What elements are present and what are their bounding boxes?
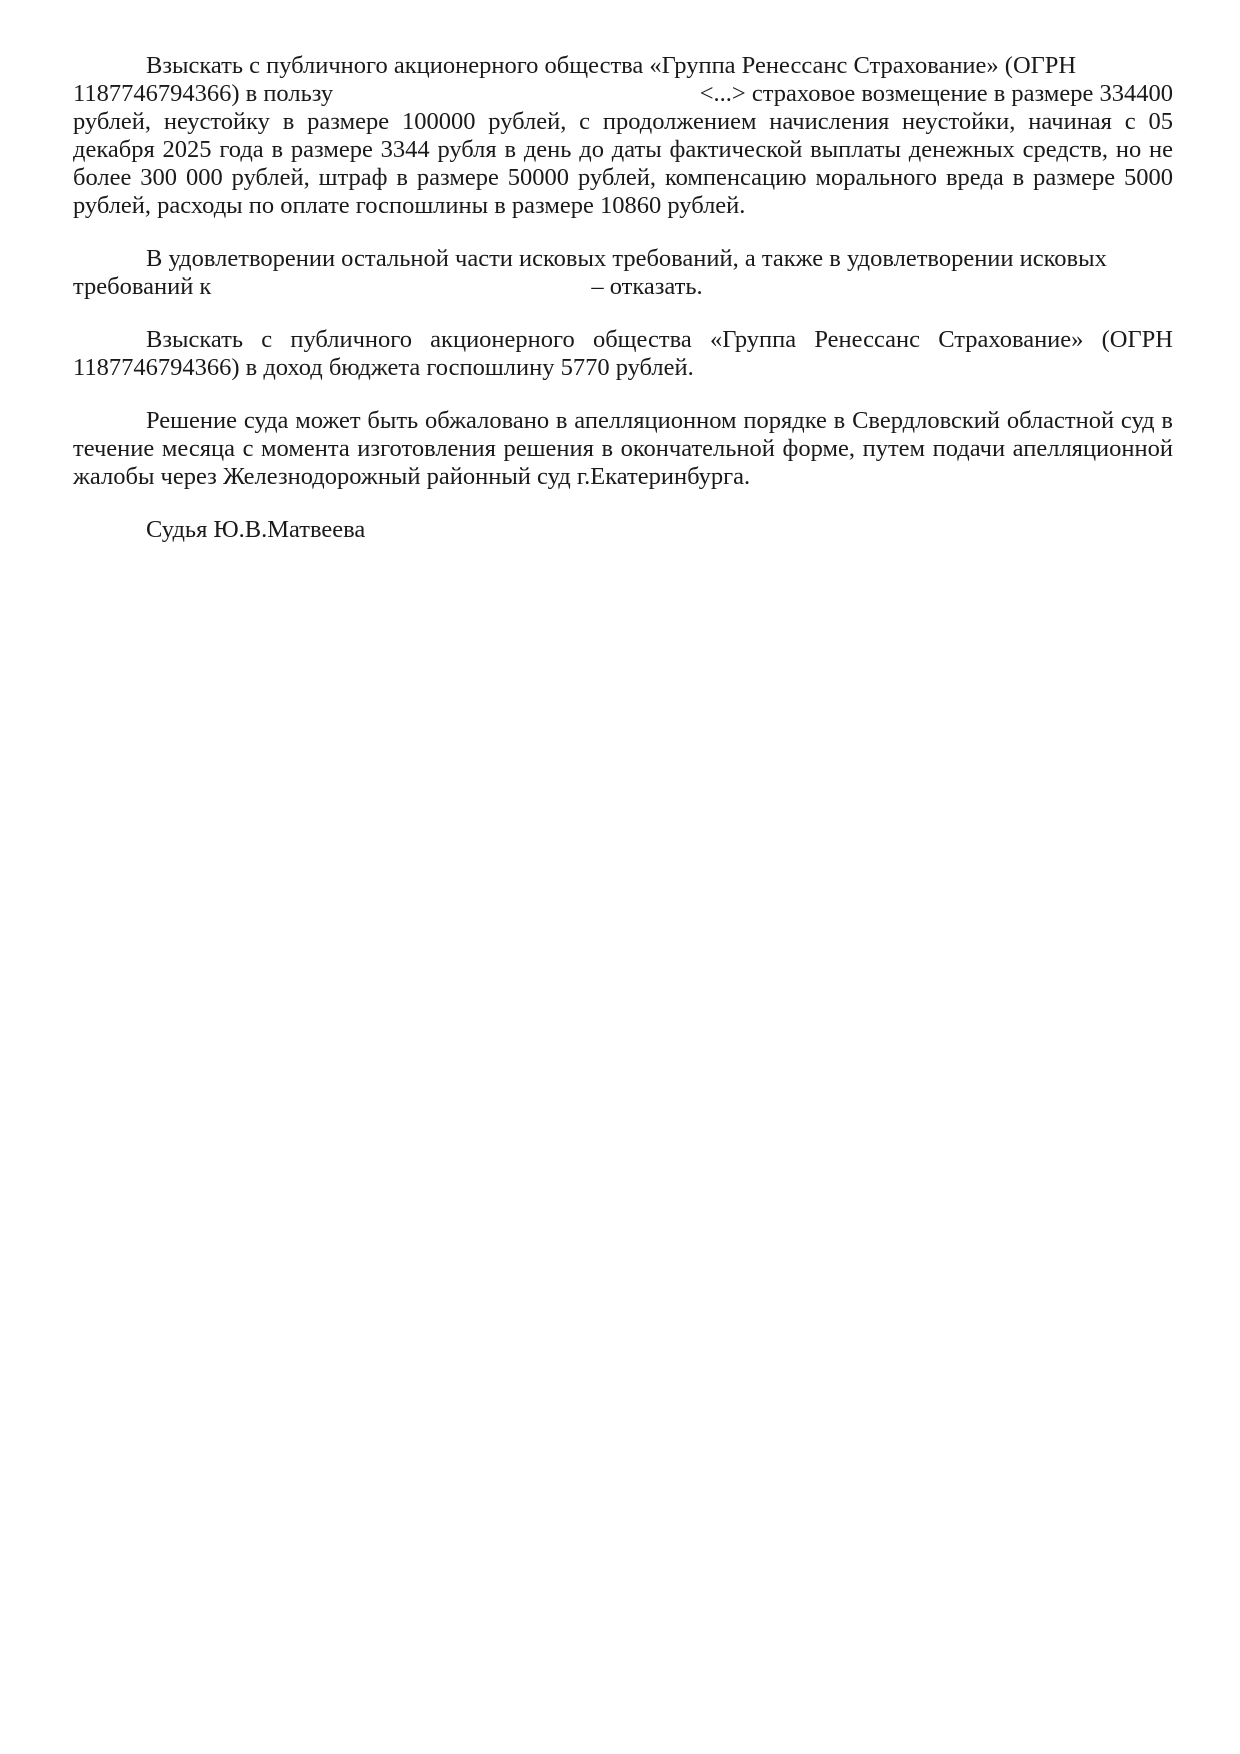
paragraph-refusal [73,245,1173,301]
paragraph-appeal: Решение суда может быть обжаловано в апелляционном порядке в Свердловский областной суд в течение месяца с момента изготовления решения в окончательной форме, путем подачи апелляционной жалобы через Железнодорожный районный суд г.Екатеринбурга. [73,407,1173,490]
paragraph-award [73,52,1173,220]
paragraph-refusal-line-2-start: требований к [73,273,212,300]
paragraph-state-duty: Взыскать с публичного акционерного общества «Группа Ренессанс Страхование» (ОГРН 1187746794366) в доход бюджета госпошлину 5770 рублей. [73,326,1173,381]
judge-signature: Судья Ю.В.Матвеева [146,516,366,543]
paragraph-award-rest: рублей, неустойку в размере 100000 рублей, с продолжением начисления неустойки, начиная с 05 декабря 2025 года в размере 3344 рубля в день до даты фактической выплаты денежных средств, но не более 300 000 рублей, штраф в размере 50000 рублей, компенсацию морального вреда в размере 5000 рублей, расходы по оплате госпошлины в размере 10860 рублей. [73,108,1173,219]
document-page [73,52,1173,544]
paragraph-award-line-2-start: 1187746794366) в пользу [73,80,334,107]
paragraph-award-line-1: Взыскать с публичного акционерного общества «Группа Ренессанс Страхование» (ОГРН [146,52,1077,79]
paragraph-refusal-line-2-end: – отказать. [591,273,703,300]
paragraph-refusal-line-1: В удовлетворении остальной части исковых требований, а также в удовлетворении исковых [146,245,1107,272]
paragraph-award-line-2-end: <...> страховое возмещение в размере 334400 [699,80,1173,107]
